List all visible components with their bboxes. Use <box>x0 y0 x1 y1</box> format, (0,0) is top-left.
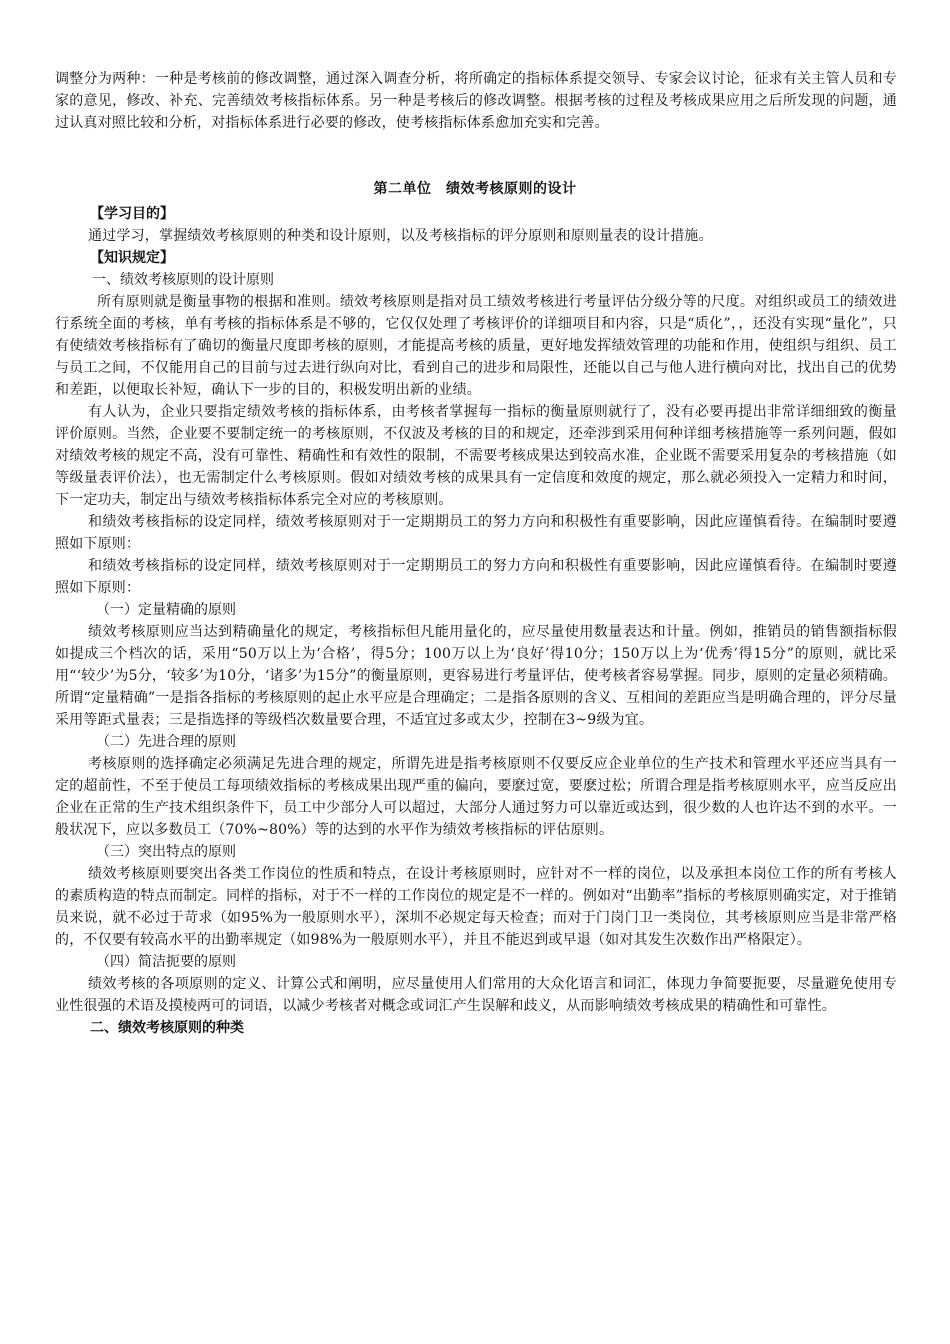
section1-title: 一、绩效考核原则的设计原则 <box>92 272 274 288</box>
sub1-text: 绩效考核原则应当达到精确量化的规定，考核指标但凡能用量化的，应尽量使用数量表达和计量。例如，推销员的销售额指标假如提成三个档次的话，采用“50万以上为‘合格’，得5分；100万以上为‘良好’得10分；150万以上为‘优秀’得15分”的原则，就比采用“‘较少’为5分，‘较多’为10分，‘诸多’为15分”的衡量原则，更容易进行考量评估，使考核者容易掌握。同步，原则的定量必须精确。所谓“定量精确”一是指各指标的考核原则的起止水平应是合理确定；二是指各原则的含义、互相间的差距应当是明确合理的，评分尽量采用等距式量表；三是指选择的等级档次数量要合理，不适宜过多或太少，控制在3~9级为宜。 <box>55 624 897 728</box>
para-standards-definition: 所有原则就是衡量事物的根据和准则。绩效考核原则是指对员工绩效考核进行考量评估分级分等的尺度。对组织或员工的绩效进行系统全面的考核，单有考核的指标体系是不够的，它仅仅处理了考核评价的详细项目和内容，只是“质化”，，还没有实现“量化”，只有使绩效考核指标有了确切的衡量尺度即考核的原则，才能提高考核的质量，更好地发挥绩效管理的功能和作用，使组织与组织、员工与员工之间，不仅能用自己的目前与过去进行纵向对比，看到自己的进步和局限性，还能以自己与他人进行横向对比，找出自己的优势和差距，以便取长补短，确认下一步的目的，积极发明出新的业绩。 <box>55 294 897 398</box>
para-principles-intro-2: 和绩效考核指标的设定同样，绩效考核原则对于一定期期员工的努力方向和积极性有重要影响，因此应谨慎看待。在编制时要遵照如下原则： <box>55 558 897 596</box>
objective-text: 通过学习，掌握绩效考核原则的种类和设计原则，以及考核指标的评分原则和原则量表的设计措施。 <box>88 228 713 244</box>
sub3-title: （三）突出特点的原则 <box>96 844 236 860</box>
para-some-believe: 有人认为，企业只要指定绩效考核的指标体系，由考核者掌握每一指标的衡量原则就行了，没有必要再提出非常详细细致的衡量评价原则。当然，企业要不要制定统一的考核原则，不仅波及考核的目的和规定，还牵涉到采用何种详细考核措施等一系列问题，假如对绩效考核的规定不高，没有可靠性、精确性和有效性的限制，不需要考核成果达到较高水准，企业既不需要采用复杂的考核措施（如等级量表评价法），也无需制定什么考核原则。假如对绩效考核的成果具有一定信度和效度的规定，那么就必须投入一定精力和时间，下一定功夫，制定出与绩效考核指标体系完全对应的考核原则。 <box>55 404 897 508</box>
sub4-title: （四）简洁扼要的原则 <box>96 954 236 970</box>
main-content <box>55 203 897 1039</box>
intro-block <box>55 68 897 134</box>
intro-paragraph: 调整分为两种：一种是考核前的修改调整，通过深入调查分析，将所确定的指标体系提交领导、专家会议讨论，征求有关主管人员和专家的意见，修改、补充、完善绩效考核指标体系。另一种是考核后的修改调整。根据考核的过程及考核成果应用之后所发现的问题，通过认真对照比较和分析，对指标体系进行必要的修改，使考核指标体系愈加充实和完善。 <box>55 71 897 131</box>
sub4-text: 绩效考核的各项原则的定义、计算公式和阐明，应尽量使用人们常用的大众化语言和词汇，体现力争简要扼要，尽量避免使用专业性很强的术语及摸棱两可的词语，以减少考核者对概念或词汇产生误解和歧义，从而影响绩效考核成果的精确性和可靠性。 <box>55 976 897 1014</box>
sub3-text: 绩效考核原则要突出各类工作岗位的性质和特点，在设计考核原则时，应针对不一样的岗位，以及承担本岗位工作的所有考核人的素质构造的特点而制定。同样的指标，对于不一样的工作岗位的规定是不一样的。例如对“出勤率”指标的考核原则确实定，对于推销员来说，就不必过于苛求（如95%为一般原则水平），深圳不必规定每天检查；而对于门岗门卫一类岗位，其考核原则应当是非常严格的，不仅要有较高水平的出勤率规定（如98%为一般原则水平），并且不能迟到或早退（如对其发生次数作出严格限定）。 <box>55 866 897 948</box>
unit-title: 第二单位 绩效考核原则的设计 <box>373 181 577 197</box>
knowledge-label: 【知识规定】 <box>90 250 174 266</box>
para-principles-intro-1: 和绩效考核指标的设定同样，绩效考核原则对于一定期期员工的努力方向和积极性有重要影响，因此应谨慎看待。在编制时要遵照如下原则： <box>55 514 897 552</box>
sub2-title: （二）先进合理的原则 <box>96 734 236 750</box>
sub2-text: 考核原则的选择确定必须满足先进合理的规定，所谓先进是指考核原则不仅要反应企业单位的生产技术和管理水平还应当具有一定的超前性，不至于使员工每项绩效指标的考核成果出现严重的偏向，要麽过宽，要麽过松；所谓合理是指考核原则水平，应当反应出企业在正常的生产技术组织条件下，员工中少部分人可以超过，大部分人通过努力可以靠近或达到，很少数的人也许达不到的水平。一般状况下，应以多数员工（70%~80%）等的达到的水平作为绩效考核指标的评估原则。 <box>55 756 897 838</box>
objective-label: 【学习目的】 <box>90 206 174 222</box>
section2-title: 二、绩效考核原则的种类 <box>90 1020 244 1036</box>
sub1-title: （一）定量精确的原则 <box>96 602 236 618</box>
